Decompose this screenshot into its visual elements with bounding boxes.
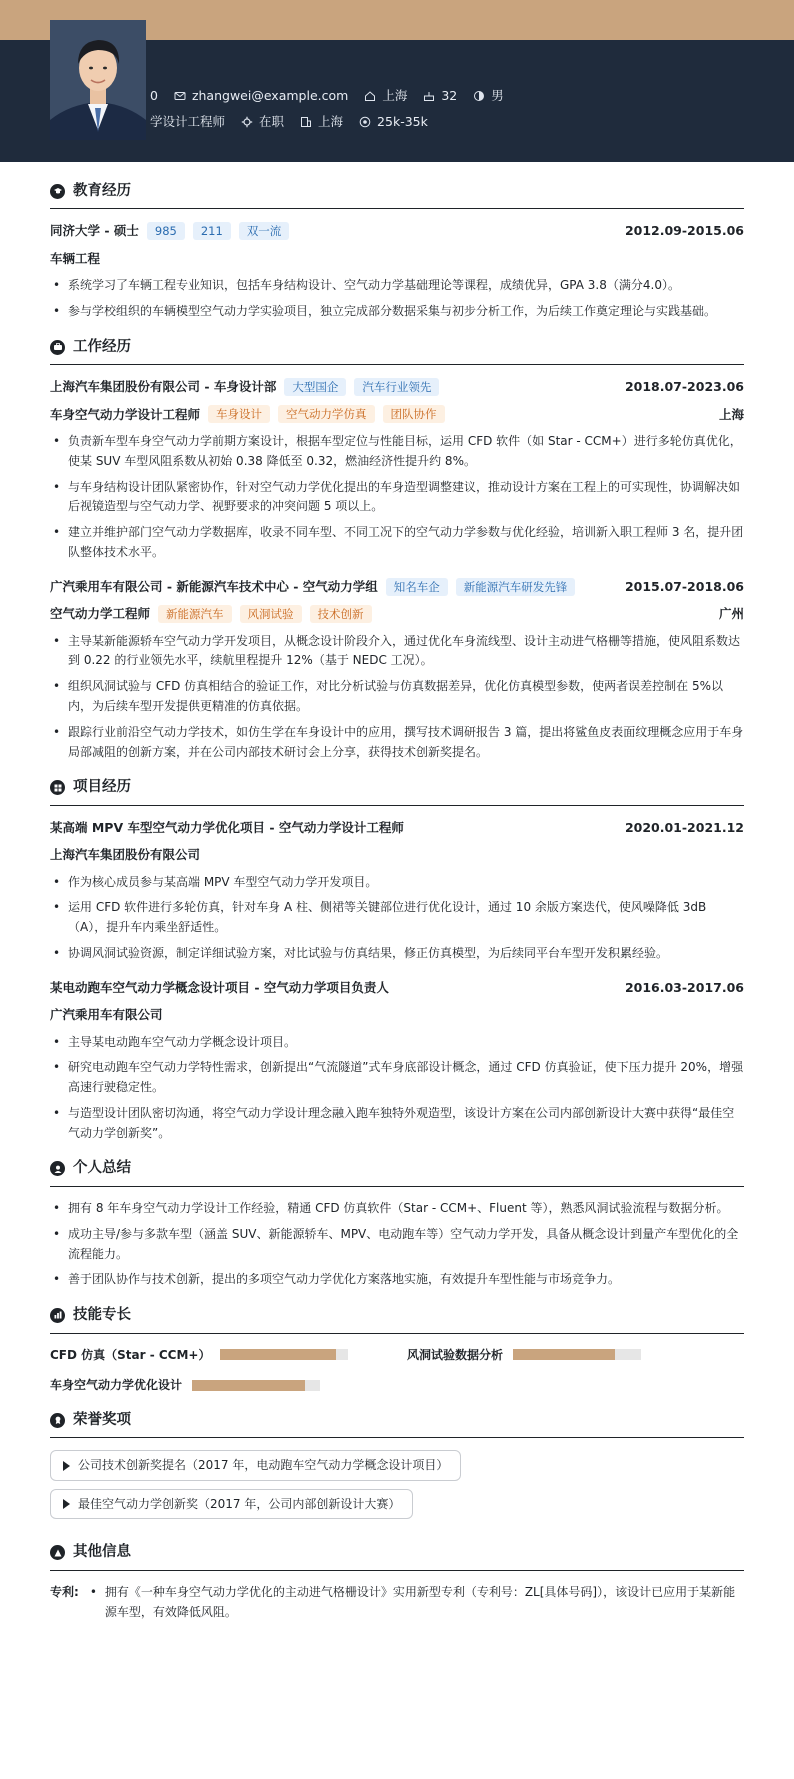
grid-icon bbox=[50, 780, 65, 795]
role-title: 车身空气动力学设计工程师 bbox=[50, 406, 201, 422]
section-header bbox=[50, 336, 744, 365]
email-icon bbox=[174, 90, 186, 102]
email-text: zhangwei@example.com bbox=[191, 88, 349, 103]
skills-grid bbox=[50, 1346, 744, 1395]
header-text: 0 bbox=[150, 88, 158, 103]
skills-section bbox=[50, 1304, 744, 1395]
summary-section bbox=[50, 1157, 744, 1290]
age-text: 32 bbox=[441, 88, 458, 103]
section-header bbox=[50, 776, 744, 805]
project-org: 上海汽车集团股份有限公司 bbox=[50, 847, 201, 863]
work-city: 广州 bbox=[718, 606, 744, 622]
graduation-cap-icon bbox=[50, 184, 65, 199]
list-item: • 善于团队协作与技术创新，提出的多项空气动力学优化方案落地实施，有效提升车型性能与市场竞争力。 bbox=[50, 1270, 744, 1290]
role-tag: 空气动力学仿真 bbox=[278, 405, 375, 423]
bar-chart-icon bbox=[50, 1308, 65, 1323]
job-item bbox=[150, 112, 225, 131]
age-icon bbox=[423, 90, 435, 102]
info-icon bbox=[50, 1545, 65, 1560]
section-title: 工作经历 bbox=[73, 338, 131, 355]
list-item: • 建立并维护部门空气动力学数据库，收录不同车型、不同工况下的空气动力学参数与优化经验，培训新入职工程师 3 名，提升团队整体技术水平。 bbox=[50, 523, 744, 563]
phone-item bbox=[150, 86, 158, 105]
awards-section bbox=[50, 1409, 744, 1528]
bullet-list bbox=[50, 873, 744, 964]
section-title: 其他信息 bbox=[73, 1544, 131, 1561]
skill-bar bbox=[220, 1349, 348, 1360]
patent-row bbox=[50, 1583, 744, 1629]
user-icon bbox=[50, 1161, 65, 1176]
skill-bar-fill bbox=[513, 1349, 615, 1360]
school-tag: 985 bbox=[147, 222, 185, 240]
list-item: • 作为核心成员参与某高端 MPV 车型空气动力学开发项目。 bbox=[50, 873, 744, 893]
home-icon bbox=[364, 90, 376, 102]
education-section bbox=[50, 180, 744, 322]
skill-item bbox=[50, 1376, 387, 1395]
gender-text: 男 bbox=[491, 88, 504, 103]
patent-label: 专利: bbox=[50, 1584, 79, 1599]
status-item bbox=[241, 112, 284, 131]
skill-item bbox=[407, 1346, 744, 1365]
award-item[interactable] bbox=[50, 1489, 413, 1520]
briefcase-icon bbox=[50, 340, 65, 355]
list-item: • 与车身结构设计团队紧密协作，针对空气动力学优化提出的车身造型调整建议，推动设计方案在工程上的可实现性，协调解决如后视镜造型与空气动力学、视野要求的冲突问题 5 项以上。 bbox=[50, 478, 744, 518]
work-entry bbox=[50, 377, 744, 563]
role-tag: 车身设计 bbox=[208, 405, 270, 423]
list-item: • 主导某新能源轿车空气动力学开发项目，从概念设计阶段介入，通过优化车身流线型、设计主动进气格栅等措施，使风阻系数达到 0.22 的行业领先水平，续航里程提升 12%（基于 NEDC 工况）。 bbox=[50, 632, 744, 672]
award-text: 最佳空气动力学创新奖（2017 年，公司内部创新设计大赛） bbox=[78, 1496, 401, 1511]
bullet-list bbox=[50, 632, 744, 763]
company-tag: 新能源汽车研发先锋 bbox=[456, 578, 576, 596]
section-header bbox=[50, 1409, 744, 1438]
list-item: • 系统学习了车辆工程专业知识，包括车身结构设计、空气动力学基础理论等课程，成绩优异，GPA 3.8（满分4.0）。 bbox=[50, 276, 744, 296]
status-icon bbox=[241, 116, 253, 128]
section-header bbox=[50, 180, 744, 209]
list-item: • 运用 CFD 软件进行多轮仿真，针对车身 A 柱、侧裙等关键部位进行优化设计，通过 10 余版方案迭代，使风噪降低 3dB（A），提升车内乘坐舒适性。 bbox=[50, 898, 744, 938]
section-header bbox=[50, 1304, 744, 1333]
award-text: 公司技术创新奖提名（2017 年，电动跑车空气动力学概念设计项目） bbox=[78, 1458, 449, 1473]
list-item: • 拥有《一种车身空气动力学优化的主动进气格栅设计》实用新型专利（专利号：ZL[具体号码]），该设计已应用于某新能源车型，有效降低风阻。 bbox=[87, 1583, 744, 1623]
gender-icon bbox=[473, 90, 485, 102]
project-entry bbox=[50, 818, 744, 964]
skill-bar bbox=[513, 1349, 641, 1360]
work-city: 上海 bbox=[718, 406, 744, 422]
list-item: • 组织风洞试验与 CFD 仿真相结合的验证工作，对比分析试验与仿真数据差异，优化仿真模型参数，使两者误差控制在 5%以内，为后续车型开发提供更精准的仿真依据。 bbox=[50, 677, 744, 717]
location-text: 上海 bbox=[382, 88, 408, 103]
company-tag: 知名车企 bbox=[386, 578, 448, 596]
skill-name: CFD 仿真（Star - CCM+） bbox=[50, 1347, 211, 1362]
date-range: 2018.07-2023.06 bbox=[624, 379, 744, 395]
age-item bbox=[423, 86, 457, 105]
list-item: • 协调风洞试验资源，制定详细试验方案，对比试验与仿真结果，修正仿真模型，为后续同平台车型开发积累经验。 bbox=[50, 944, 744, 964]
work-city-text: 上海 bbox=[318, 114, 344, 129]
date-range: 2016.03-2017.06 bbox=[624, 979, 744, 995]
profile-header bbox=[0, 40, 794, 162]
school-name: 同济大学 - 硕士 bbox=[50, 223, 139, 239]
status-text: 在职 bbox=[259, 114, 285, 129]
date-range: 2015.07-2018.06 bbox=[624, 578, 744, 594]
skill-name: 车身空气动力学优化设计 bbox=[50, 1378, 183, 1393]
company-name: 上海汽车集团股份有限公司 - 车身设计部 bbox=[50, 379, 277, 395]
bullet-list bbox=[50, 432, 744, 563]
skill-name: 风洞试验数据分析 bbox=[407, 1347, 504, 1362]
project-title: 某高端 MPV 车型空气动力学优化项目 - 空气动力学设计工程师 bbox=[50, 819, 404, 835]
list-item: • 研究电动跑车空气动力学特性需求，创新提出“气流隧道”式车身底部设计概念，通过 CFD 仿真验证，使下压力提升 20%，增强高速行驶稳定性。 bbox=[50, 1058, 744, 1098]
location-item bbox=[364, 86, 407, 105]
project-entry bbox=[50, 978, 744, 1144]
school-tag: 211 bbox=[193, 222, 231, 240]
section-title: 教育经历 bbox=[73, 183, 131, 199]
skill-bar-fill bbox=[220, 1349, 335, 1360]
major: 车辆工程 bbox=[50, 250, 101, 266]
list-item: • 成功主导/参与多款车型（涵盖 SUV、新能源轿车、MPV、电动跑车等）空气动力学开发，具备从概念设计到量产车型优化的全流程能力。 bbox=[50, 1225, 744, 1265]
list-item: • 负责新车型车身空气动力学前期方案设计，根据车型定位与性能目标，运用 CFD 软件（如 Star - CCM+）进行多轮仿真优化，使某 SUV 车型风阻系数从初始 0.38 降低至 0.32，燃油经济性提升约 8%。 bbox=[50, 432, 744, 472]
other-section bbox=[50, 1541, 744, 1628]
role-tag: 技术创新 bbox=[310, 605, 372, 623]
awards-list bbox=[50, 1450, 744, 1527]
section-header bbox=[50, 1541, 744, 1570]
work-section bbox=[50, 336, 744, 763]
role-tag: 团队协作 bbox=[383, 405, 445, 423]
work-city-item bbox=[300, 112, 343, 131]
section-title: 项目经历 bbox=[73, 779, 131, 796]
school-tag: 双一流 bbox=[239, 222, 290, 240]
section-title: 荣誉奖项 bbox=[73, 1411, 131, 1428]
skill-bar bbox=[192, 1380, 320, 1391]
list-item: • 参与学校组织的车辆模型空气动力学实验项目，独立完成部分数据采集与初步分析工作，为后续工作奠定理论与实践基础。 bbox=[50, 302, 744, 322]
company-tag: 汽车行业领先 bbox=[354, 378, 439, 396]
gender-item bbox=[473, 86, 504, 105]
company-tag: 大型国企 bbox=[284, 378, 346, 396]
company-name: 广汽乘用车有限公司 - 新能源汽车技术中心 - 空气动力学组 bbox=[50, 578, 378, 594]
role-title: 空气动力学工程师 bbox=[50, 606, 151, 622]
project-org: 广汽乘用车有限公司 bbox=[50, 1007, 163, 1023]
avatar bbox=[50, 20, 146, 140]
contact-line bbox=[150, 86, 504, 105]
email-item[interactable] bbox=[174, 86, 348, 105]
caret-right-icon bbox=[63, 1499, 70, 1509]
bullet-list bbox=[50, 276, 744, 322]
award-icon bbox=[50, 1413, 65, 1428]
project-title: 某电动跑车空气动力学概念设计项目 - 空气动力学项目负责人 bbox=[50, 979, 389, 995]
award-item[interactable] bbox=[50, 1450, 461, 1481]
bullet-list bbox=[50, 1199, 744, 1290]
education-entry bbox=[50, 221, 744, 321]
date-range: 2020.01-2021.12 bbox=[624, 819, 744, 835]
list-item: • 主导某电动跑车空气动力学概念设计项目。 bbox=[50, 1033, 744, 1053]
salary-text: 25k-35k bbox=[377, 114, 428, 129]
skill-bar-fill bbox=[192, 1380, 305, 1391]
section-header bbox=[50, 1157, 744, 1186]
section-title: 个人总结 bbox=[73, 1160, 131, 1177]
section-title: 技能专长 bbox=[73, 1307, 131, 1324]
caret-right-icon bbox=[63, 1461, 70, 1471]
list-item: • 与造型设计团队密切沟通，将空气动力学设计理念融入跑车独特外观造型，该设计方案在公司内部创新设计大赛中获得“最佳空气动力学创新奖”。 bbox=[50, 1104, 744, 1144]
work-entry bbox=[50, 577, 744, 763]
date-range: 2012.09-2015.06 bbox=[624, 223, 744, 239]
salary-item bbox=[359, 112, 428, 131]
salary-icon bbox=[359, 116, 371, 128]
bullet-list bbox=[50, 1033, 744, 1144]
bullet-list bbox=[87, 1583, 744, 1629]
list-item: • 跟踪行业前沿空气动力学技术，如仿生学在车身设计中的应用，撰写技术调研报告 3 篇，提出将鲨鱼皮表面纹理概念应用于车身局部减阻的创新方案，并在公司内部技术研讨会上分享，获得技术创新奖提名。 bbox=[50, 723, 744, 763]
role-tag: 风洞试验 bbox=[240, 605, 302, 623]
job-line bbox=[150, 112, 428, 131]
skill-item bbox=[50, 1346, 387, 1365]
building-icon bbox=[300, 116, 312, 128]
projects-section bbox=[50, 776, 744, 1143]
resume-body bbox=[0, 162, 794, 1653]
role-tag: 新能源汽车 bbox=[158, 605, 232, 623]
job-text: 学设计工程师 bbox=[150, 114, 226, 129]
list-item: • 拥有 8 年车身空气动力学设计工作经验，精通 CFD 仿真软件（Star - CCM+、Fluent 等），熟悉风洞试验流程与数据分析。 bbox=[50, 1199, 744, 1219]
